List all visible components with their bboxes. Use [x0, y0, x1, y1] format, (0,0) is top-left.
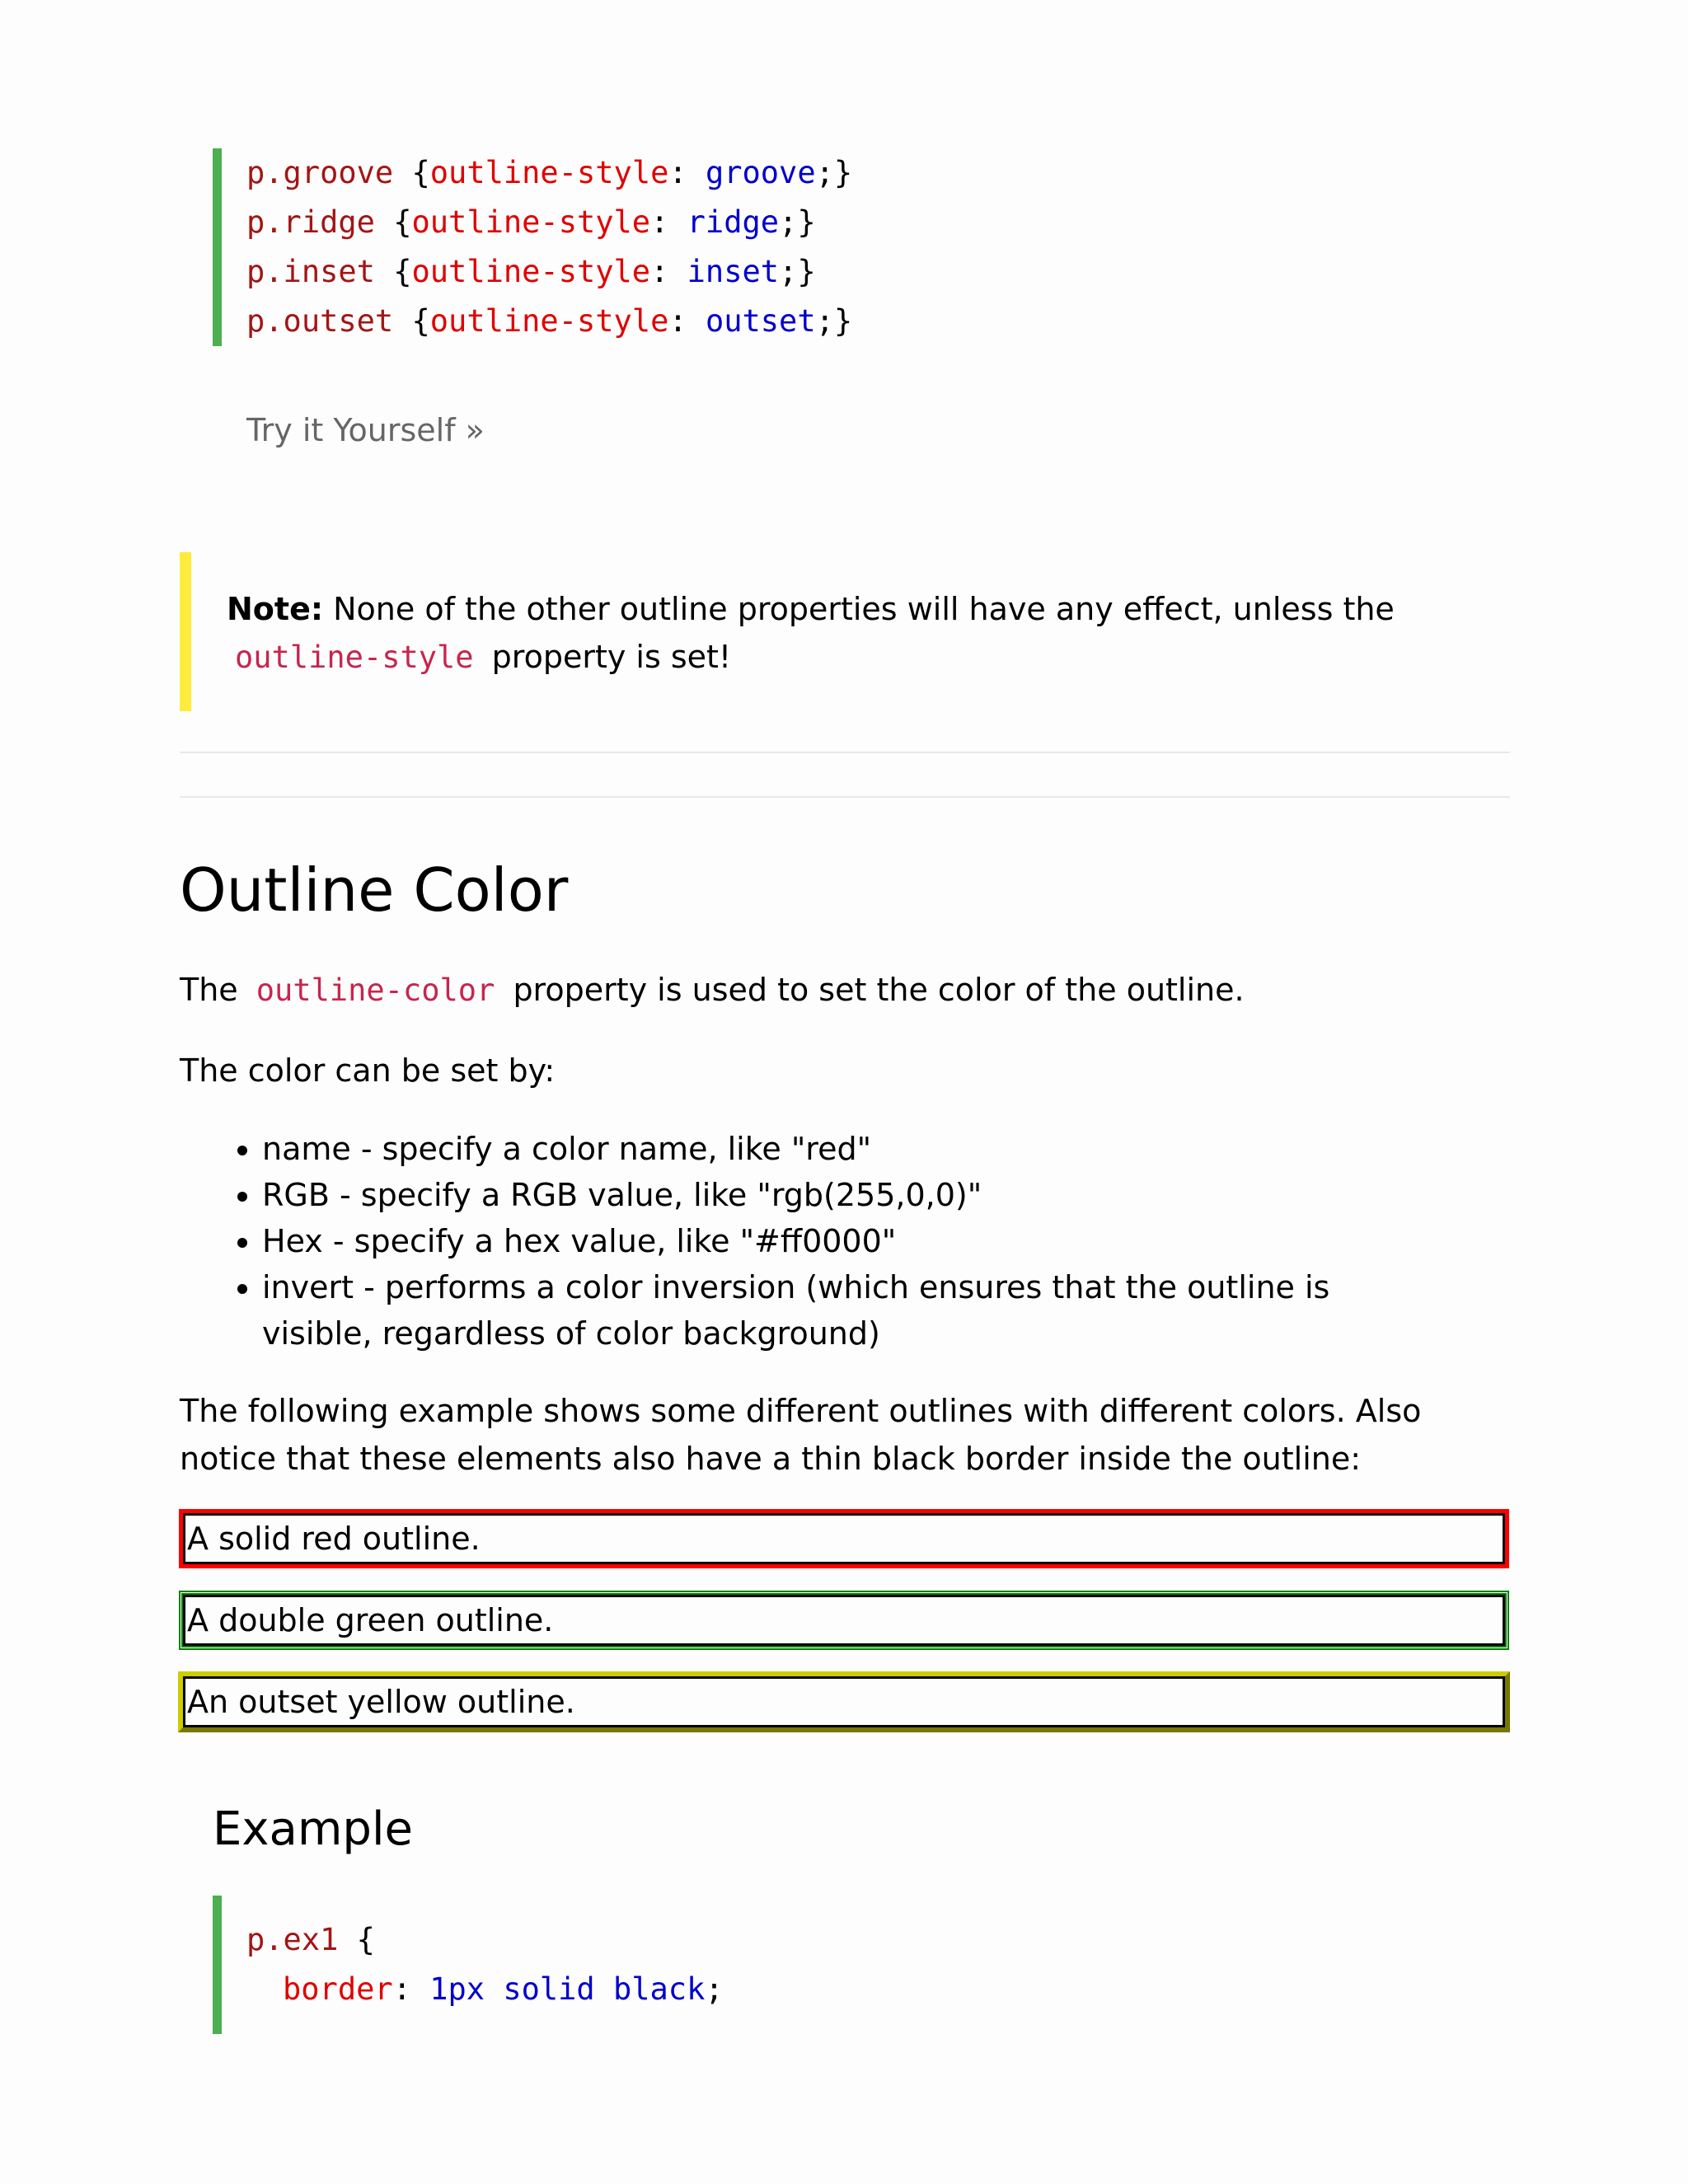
color-methods-list — [180, 1126, 1428, 1357]
note-text-after: property is set! — [481, 639, 732, 675]
color-set-by-text: The color can be set by: — [180, 1052, 556, 1089]
code-line: p.ex1 { — [246, 1922, 375, 1957]
code-line: p.inset {outline-style: inset;} — [246, 254, 816, 289]
example-heading: Example — [213, 1802, 413, 1856]
divider — [180, 796, 1510, 798]
list-item: • name - specify a color name, like "red" — [262, 1126, 1428, 1172]
code-line: p.groove {outline-style: groove;} — [246, 155, 853, 190]
note-box — [180, 552, 1510, 711]
code-block-outline-styles — [213, 148, 852, 346]
code-line: p.ridge {outline-style: ridge;} — [246, 204, 816, 240]
list-item: • RGB - specify a RGB value, like "rgb(255,0,0)" — [262, 1172, 1428, 1218]
code-line: p.outset {outline-style: outset;} — [246, 303, 853, 339]
demo-yellow-outline: An outset yellow outline. — [183, 1676, 1505, 1727]
code-line: border: 1px solid black; — [283, 1971, 724, 2007]
code-block-example — [213, 1896, 724, 2034]
note-label: Note: — [227, 591, 324, 627]
list-item: • Hex - specify a hex value, like "#ff0000" — [262, 1218, 1428, 1264]
section-title: Outline Color — [180, 855, 569, 925]
try-it-yourself-link[interactable]: Try it Yourself » — [246, 412, 485, 448]
divider — [180, 752, 1510, 753]
intro-paragraph: The outline-color property is used to set the color of the outline. — [180, 972, 1245, 1008]
list-item: • invert - performs a color inversion (which ensures that the outline is visible, regardless of color background) — [262, 1264, 1428, 1357]
inline-code: outline-style — [235, 640, 474, 675]
example-intro-paragraph: The following example shows some different outlines with different colors. Also notice that these elements also have a thin black border inside the outline: — [180, 1393, 1422, 1477]
demo-red-outline: A solid red outline. — [183, 1513, 1505, 1564]
note-text: None of the other outline properties will have any effect, unless the — [323, 591, 1395, 627]
inline-code: outline-color — [256, 972, 495, 1008]
demo-green-outline: A double green outline. — [183, 1595, 1505, 1646]
